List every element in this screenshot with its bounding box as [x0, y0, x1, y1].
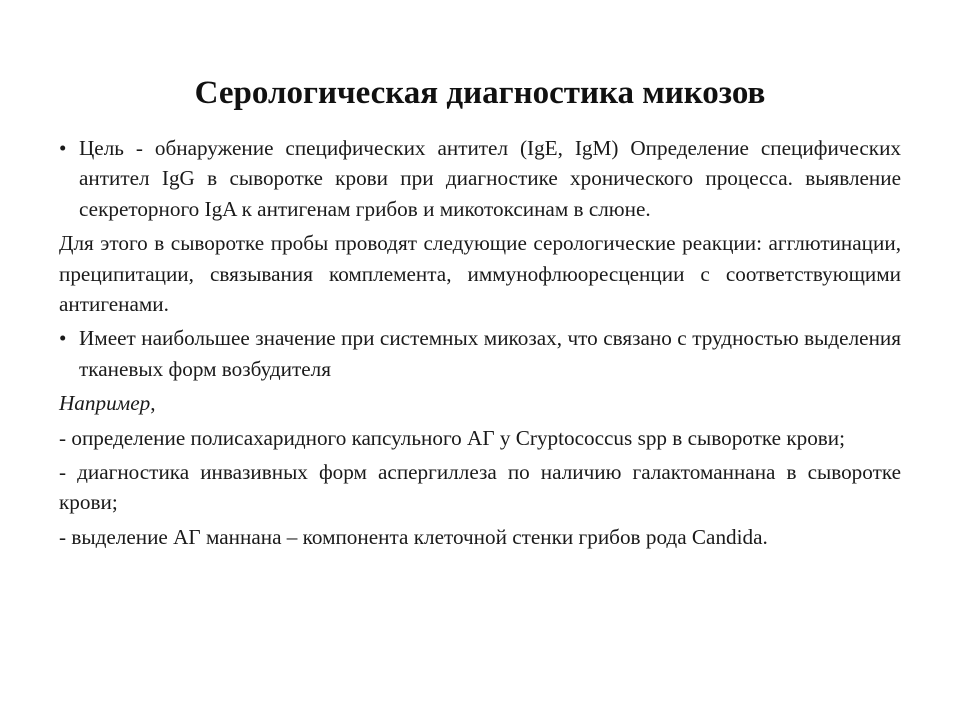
bullet-significance: [59, 323, 901, 384]
bullet-goal: [59, 133, 901, 224]
example-heading: [59, 388, 901, 418]
bullet-marker: •: [59, 136, 67, 160]
example-item-aspergillosis: - диагностика инвазивных форм аспергиллеза по наличию галактоманнана в сыворотке крови;: [59, 460, 901, 515]
example-comma: ,: [150, 391, 156, 416]
example-item-cryptococcus: - определение полисахаридного капсульного АГ у Cryptococcus spp в сыворотке крови;: [59, 425, 846, 450]
paragraph-reactions: Для этого в сыворотке пробы проводят следующие серологические реакции: агглютинации, преципитации, связывания комплемента, иммунофлюоресценции с соответствующими антигенами.: [59, 231, 901, 317]
bullet-goal-text: Цель - обнаружение специфических антител (IgE, IgM) Определение специфических антител IgG в сыворотке крови при диагностике хронического процесса. выявление секреторного IgA к антигенам грибов и микотоксинам в слюне.: [79, 136, 901, 221]
bullet-significance-text: Имеет наибольшее значение при системных микозах, что связано с трудностью выделения тканевых форм возбудителя: [79, 326, 901, 381]
slide-title: Серологическая диагностика микозов: [194, 75, 766, 111]
example-label: Например: [59, 391, 151, 416]
slide-content: [59, 133, 901, 556]
bullet-marker: •: [59, 326, 67, 351]
example-item-candida: - выделение АГ маннана – компонента клеточной стенки грибов рода Candida.: [59, 524, 768, 549]
